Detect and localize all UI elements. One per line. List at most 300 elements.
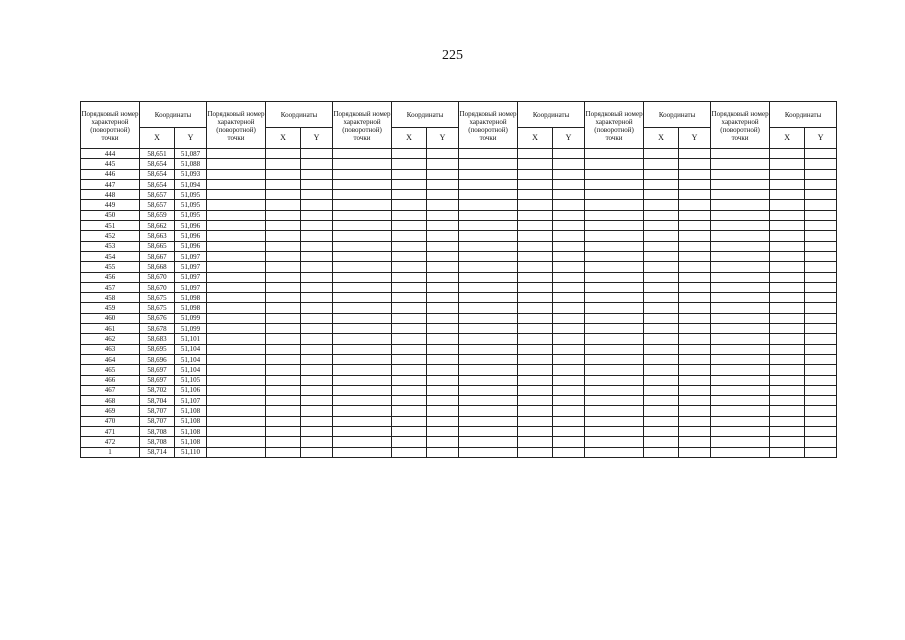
x-cell bbox=[518, 406, 553, 416]
x-cell bbox=[770, 262, 805, 272]
header-point-number: Порядковый номер характерной (поворотной) точки bbox=[459, 102, 518, 149]
point-number-cell bbox=[585, 385, 644, 395]
x-cell bbox=[392, 427, 427, 437]
y-cell bbox=[805, 406, 837, 416]
y-cell: 51,110 bbox=[175, 447, 207, 457]
y-cell: 51,099 bbox=[175, 324, 207, 334]
point-number-cell bbox=[711, 231, 770, 241]
table-row bbox=[81, 190, 837, 200]
point-number-cell: 449 bbox=[81, 200, 140, 210]
point-number-cell bbox=[711, 344, 770, 354]
x-cell bbox=[266, 272, 301, 282]
point-number-cell bbox=[585, 334, 644, 344]
y-cell bbox=[679, 241, 711, 251]
point-number-cell bbox=[711, 179, 770, 189]
point-number-cell bbox=[585, 159, 644, 169]
point-number-cell: 466 bbox=[81, 375, 140, 385]
point-number-cell bbox=[711, 262, 770, 272]
y-cell bbox=[679, 159, 711, 169]
point-number-cell bbox=[207, 324, 266, 334]
x-cell bbox=[392, 169, 427, 179]
y-cell bbox=[679, 282, 711, 292]
point-number-cell bbox=[585, 375, 644, 385]
point-number-cell bbox=[333, 282, 392, 292]
header-coordinates: Координаты bbox=[770, 102, 837, 128]
x-cell: 58,708 bbox=[140, 427, 175, 437]
y-cell bbox=[301, 262, 333, 272]
point-number-cell bbox=[207, 262, 266, 272]
point-number-cell: 472 bbox=[81, 437, 140, 447]
y-cell bbox=[553, 375, 585, 385]
x-cell bbox=[770, 344, 805, 354]
y-cell bbox=[553, 303, 585, 313]
header-point-number: Порядковый номер характерной (поворотной) точки bbox=[333, 102, 392, 149]
x-cell bbox=[644, 159, 679, 169]
point-number-cell bbox=[585, 427, 644, 437]
point-number-cell bbox=[207, 396, 266, 406]
y-cell bbox=[805, 396, 837, 406]
table-row bbox=[81, 200, 837, 210]
y-cell bbox=[553, 416, 585, 426]
x-cell bbox=[518, 251, 553, 261]
table-row bbox=[81, 272, 837, 282]
x-cell bbox=[644, 354, 679, 364]
x-cell bbox=[392, 313, 427, 323]
table-row bbox=[81, 293, 837, 303]
x-cell bbox=[770, 200, 805, 210]
y-cell bbox=[805, 447, 837, 457]
point-number-cell bbox=[711, 396, 770, 406]
point-number-cell bbox=[459, 272, 518, 282]
y-cell bbox=[805, 190, 837, 200]
x-cell bbox=[644, 365, 679, 375]
point-number-cell: 465 bbox=[81, 365, 140, 375]
point-number-cell bbox=[333, 241, 392, 251]
x-cell bbox=[392, 159, 427, 169]
point-number-cell bbox=[711, 282, 770, 292]
x-cell bbox=[518, 313, 553, 323]
x-cell: 58,707 bbox=[140, 416, 175, 426]
y-cell bbox=[679, 406, 711, 416]
point-number-cell bbox=[207, 190, 266, 200]
table-row bbox=[81, 282, 837, 292]
y-cell bbox=[553, 334, 585, 344]
table-row bbox=[81, 221, 837, 231]
x-cell bbox=[644, 375, 679, 385]
y-cell bbox=[427, 324, 459, 334]
y-cell bbox=[427, 427, 459, 437]
point-number-cell bbox=[333, 406, 392, 416]
x-cell bbox=[644, 396, 679, 406]
x-cell bbox=[518, 427, 553, 437]
point-number-cell bbox=[333, 385, 392, 395]
point-number-cell bbox=[459, 169, 518, 179]
x-cell bbox=[392, 221, 427, 231]
x-cell bbox=[770, 159, 805, 169]
point-number-cell bbox=[333, 159, 392, 169]
x-cell bbox=[392, 241, 427, 251]
point-number-cell bbox=[207, 365, 266, 375]
y-cell bbox=[553, 149, 585, 159]
point-number-cell bbox=[585, 293, 644, 303]
y-cell bbox=[427, 344, 459, 354]
x-cell bbox=[644, 324, 679, 334]
y-cell bbox=[679, 169, 711, 179]
point-number-cell bbox=[333, 313, 392, 323]
y-cell bbox=[427, 406, 459, 416]
point-number-cell bbox=[711, 365, 770, 375]
header-point-number: Порядковый номер характерной (поворотной) точки bbox=[711, 102, 770, 149]
x-cell bbox=[266, 324, 301, 334]
point-number-cell bbox=[333, 354, 392, 364]
point-number-cell bbox=[207, 437, 266, 447]
x-cell bbox=[518, 447, 553, 457]
y-cell bbox=[301, 210, 333, 220]
point-number-cell bbox=[333, 169, 392, 179]
x-cell bbox=[644, 221, 679, 231]
point-number-cell bbox=[207, 241, 266, 251]
y-cell bbox=[679, 313, 711, 323]
y-cell bbox=[679, 437, 711, 447]
x-cell bbox=[770, 406, 805, 416]
x-cell bbox=[266, 231, 301, 241]
y-cell: 51,093 bbox=[175, 169, 207, 179]
point-number-cell: 444 bbox=[81, 149, 140, 159]
y-cell bbox=[805, 231, 837, 241]
point-number-cell bbox=[585, 324, 644, 334]
point-number-cell bbox=[333, 447, 392, 457]
header-x: X bbox=[266, 128, 301, 149]
point-number-cell bbox=[207, 427, 266, 437]
point-number-cell: 459 bbox=[81, 303, 140, 313]
y-cell bbox=[553, 344, 585, 354]
x-cell bbox=[266, 427, 301, 437]
x-cell bbox=[644, 416, 679, 426]
point-number-cell bbox=[333, 251, 392, 261]
x-cell bbox=[770, 427, 805, 437]
y-cell bbox=[301, 313, 333, 323]
point-number-cell bbox=[711, 272, 770, 282]
y-cell bbox=[427, 200, 459, 210]
header-x: X bbox=[140, 128, 175, 149]
x-cell bbox=[770, 293, 805, 303]
y-cell bbox=[427, 159, 459, 169]
point-number-cell bbox=[459, 251, 518, 261]
point-number-cell bbox=[711, 169, 770, 179]
y-cell bbox=[805, 375, 837, 385]
point-number-cell bbox=[585, 354, 644, 364]
y-cell bbox=[427, 416, 459, 426]
x-cell bbox=[770, 241, 805, 251]
x-cell bbox=[644, 200, 679, 210]
table-row bbox=[81, 385, 837, 395]
x-cell bbox=[266, 303, 301, 313]
point-number-cell: 1 bbox=[81, 447, 140, 457]
point-number-cell bbox=[711, 354, 770, 364]
y-cell bbox=[427, 251, 459, 261]
y-cell bbox=[553, 437, 585, 447]
point-number-cell bbox=[207, 210, 266, 220]
point-number-cell: 464 bbox=[81, 354, 140, 364]
y-cell bbox=[679, 272, 711, 282]
point-number-cell bbox=[585, 231, 644, 241]
y-cell bbox=[553, 179, 585, 189]
y-cell: 51,108 bbox=[175, 406, 207, 416]
x-cell bbox=[266, 313, 301, 323]
y-cell bbox=[427, 179, 459, 189]
x-cell bbox=[392, 334, 427, 344]
x-cell bbox=[518, 262, 553, 272]
point-number-cell bbox=[207, 231, 266, 241]
point-number-cell bbox=[207, 447, 266, 457]
y-cell bbox=[679, 200, 711, 210]
y-cell bbox=[553, 210, 585, 220]
y-cell bbox=[679, 149, 711, 159]
y-cell bbox=[679, 190, 711, 200]
table-row bbox=[81, 231, 837, 241]
point-number-cell bbox=[711, 406, 770, 416]
point-number-cell bbox=[207, 416, 266, 426]
y-cell bbox=[427, 313, 459, 323]
point-number-cell bbox=[711, 416, 770, 426]
point-number-cell bbox=[459, 190, 518, 200]
y-cell bbox=[301, 241, 333, 251]
x-cell bbox=[518, 190, 553, 200]
y-cell bbox=[805, 334, 837, 344]
y-cell: 51,104 bbox=[175, 354, 207, 364]
point-number-cell bbox=[207, 169, 266, 179]
x-cell: 58,697 bbox=[140, 365, 175, 375]
point-number-cell bbox=[459, 303, 518, 313]
point-number-cell bbox=[585, 365, 644, 375]
y-cell: 51,088 bbox=[175, 159, 207, 169]
x-cell bbox=[518, 293, 553, 303]
header-coordinates: Координаты bbox=[266, 102, 333, 128]
y-cell bbox=[427, 354, 459, 364]
x-cell bbox=[770, 272, 805, 282]
x-cell bbox=[518, 179, 553, 189]
x-cell bbox=[644, 272, 679, 282]
point-number-cell bbox=[711, 149, 770, 159]
y-cell bbox=[805, 262, 837, 272]
point-number-cell: 452 bbox=[81, 231, 140, 241]
x-cell: 58,654 bbox=[140, 169, 175, 179]
x-cell bbox=[266, 262, 301, 272]
y-cell bbox=[679, 375, 711, 385]
y-cell bbox=[427, 169, 459, 179]
x-cell bbox=[266, 447, 301, 457]
header-x: X bbox=[770, 128, 805, 149]
y-cell bbox=[679, 354, 711, 364]
y-cell bbox=[427, 293, 459, 303]
table-row bbox=[81, 313, 837, 323]
x-cell bbox=[392, 149, 427, 159]
x-cell bbox=[392, 262, 427, 272]
point-number-cell bbox=[207, 179, 266, 189]
x-cell bbox=[770, 416, 805, 426]
x-cell: 58,670 bbox=[140, 272, 175, 282]
y-cell bbox=[427, 447, 459, 457]
x-cell: 58,654 bbox=[140, 159, 175, 169]
y-cell bbox=[427, 385, 459, 395]
x-cell bbox=[392, 190, 427, 200]
y-cell: 51,101 bbox=[175, 334, 207, 344]
x-cell: 58,697 bbox=[140, 375, 175, 385]
x-cell bbox=[392, 179, 427, 189]
point-number-cell bbox=[207, 293, 266, 303]
point-number-cell bbox=[711, 190, 770, 200]
x-cell bbox=[518, 324, 553, 334]
y-cell bbox=[301, 303, 333, 313]
x-cell: 58,696 bbox=[140, 354, 175, 364]
x-cell bbox=[266, 396, 301, 406]
point-number-cell: 463 bbox=[81, 344, 140, 354]
x-cell bbox=[266, 365, 301, 375]
x-cell bbox=[266, 251, 301, 261]
point-number-cell bbox=[459, 179, 518, 189]
header-x: X bbox=[392, 128, 427, 149]
x-cell bbox=[644, 293, 679, 303]
point-number-cell bbox=[333, 344, 392, 354]
y-cell: 51,096 bbox=[175, 231, 207, 241]
point-number-cell bbox=[459, 210, 518, 220]
point-number-cell bbox=[333, 396, 392, 406]
x-cell bbox=[644, 241, 679, 251]
x-cell bbox=[644, 344, 679, 354]
y-cell bbox=[301, 200, 333, 210]
x-cell bbox=[518, 303, 553, 313]
y-cell bbox=[301, 149, 333, 159]
x-cell bbox=[644, 210, 679, 220]
y-cell bbox=[301, 231, 333, 241]
point-number-cell bbox=[207, 344, 266, 354]
point-number-cell: 455 bbox=[81, 262, 140, 272]
x-cell bbox=[770, 447, 805, 457]
x-cell bbox=[392, 375, 427, 385]
point-number-cell bbox=[711, 241, 770, 251]
y-cell bbox=[427, 241, 459, 251]
point-number-cell: 450 bbox=[81, 210, 140, 220]
y-cell bbox=[679, 385, 711, 395]
table-row bbox=[81, 303, 837, 313]
point-number-cell bbox=[585, 210, 644, 220]
x-cell bbox=[266, 221, 301, 231]
table-row bbox=[81, 210, 837, 220]
table-row bbox=[81, 324, 837, 334]
point-number-cell bbox=[333, 293, 392, 303]
y-cell bbox=[301, 365, 333, 375]
y-cell bbox=[301, 190, 333, 200]
header-y: Y bbox=[553, 128, 585, 149]
y-cell: 51,098 bbox=[175, 303, 207, 313]
y-cell bbox=[679, 447, 711, 457]
point-number-cell: 467 bbox=[81, 385, 140, 395]
y-cell bbox=[427, 334, 459, 344]
y-cell bbox=[805, 365, 837, 375]
x-cell bbox=[770, 365, 805, 375]
x-cell bbox=[644, 385, 679, 395]
y-cell bbox=[553, 447, 585, 457]
point-number-cell: 453 bbox=[81, 241, 140, 251]
point-number-cell bbox=[711, 385, 770, 395]
point-number-cell bbox=[333, 262, 392, 272]
point-number-cell bbox=[333, 272, 392, 282]
y-cell bbox=[301, 396, 333, 406]
table-row bbox=[81, 365, 837, 375]
point-number-cell bbox=[711, 159, 770, 169]
x-cell bbox=[644, 427, 679, 437]
y-cell bbox=[553, 406, 585, 416]
point-number-cell bbox=[459, 354, 518, 364]
point-number-cell: 447 bbox=[81, 179, 140, 189]
y-cell: 51,097 bbox=[175, 272, 207, 282]
x-cell bbox=[770, 282, 805, 292]
x-cell bbox=[392, 416, 427, 426]
point-number-cell bbox=[459, 396, 518, 406]
point-number-cell bbox=[207, 334, 266, 344]
table-row bbox=[81, 416, 837, 426]
y-cell bbox=[553, 169, 585, 179]
y-cell bbox=[805, 385, 837, 395]
y-cell bbox=[427, 272, 459, 282]
point-number-cell bbox=[333, 179, 392, 189]
y-cell bbox=[553, 231, 585, 241]
x-cell bbox=[518, 416, 553, 426]
y-cell bbox=[301, 159, 333, 169]
point-number-cell bbox=[459, 241, 518, 251]
y-cell bbox=[679, 221, 711, 231]
y-cell bbox=[427, 375, 459, 385]
x-cell bbox=[266, 354, 301, 364]
coordinates-table bbox=[80, 101, 837, 458]
x-cell bbox=[518, 149, 553, 159]
table-row bbox=[81, 396, 837, 406]
point-number-cell bbox=[207, 375, 266, 385]
point-number-cell: 471 bbox=[81, 427, 140, 437]
point-number-cell bbox=[585, 437, 644, 447]
y-cell bbox=[679, 251, 711, 261]
x-cell bbox=[392, 272, 427, 282]
x-cell bbox=[644, 406, 679, 416]
y-cell bbox=[427, 262, 459, 272]
x-cell: 58,704 bbox=[140, 396, 175, 406]
y-cell: 51,108 bbox=[175, 416, 207, 426]
x-cell bbox=[266, 375, 301, 385]
point-number-cell bbox=[585, 200, 644, 210]
x-cell bbox=[266, 344, 301, 354]
point-number-cell bbox=[585, 406, 644, 416]
table-row bbox=[81, 354, 837, 364]
x-cell bbox=[266, 169, 301, 179]
point-number-cell: 456 bbox=[81, 272, 140, 282]
point-number-cell bbox=[585, 169, 644, 179]
y-cell: 51,097 bbox=[175, 262, 207, 272]
x-cell bbox=[770, 169, 805, 179]
x-cell bbox=[392, 437, 427, 447]
x-cell bbox=[392, 303, 427, 313]
point-number-cell: 448 bbox=[81, 190, 140, 200]
header-point-number: Порядковый номер характерной (поворотной) точки bbox=[207, 102, 266, 149]
x-cell bbox=[392, 210, 427, 220]
x-cell bbox=[518, 159, 553, 169]
point-number-cell bbox=[207, 282, 266, 292]
point-number-cell: 454 bbox=[81, 251, 140, 261]
point-number-cell bbox=[459, 406, 518, 416]
y-cell bbox=[805, 272, 837, 282]
point-number-cell bbox=[585, 251, 644, 261]
point-number-cell bbox=[459, 200, 518, 210]
y-cell bbox=[301, 375, 333, 385]
